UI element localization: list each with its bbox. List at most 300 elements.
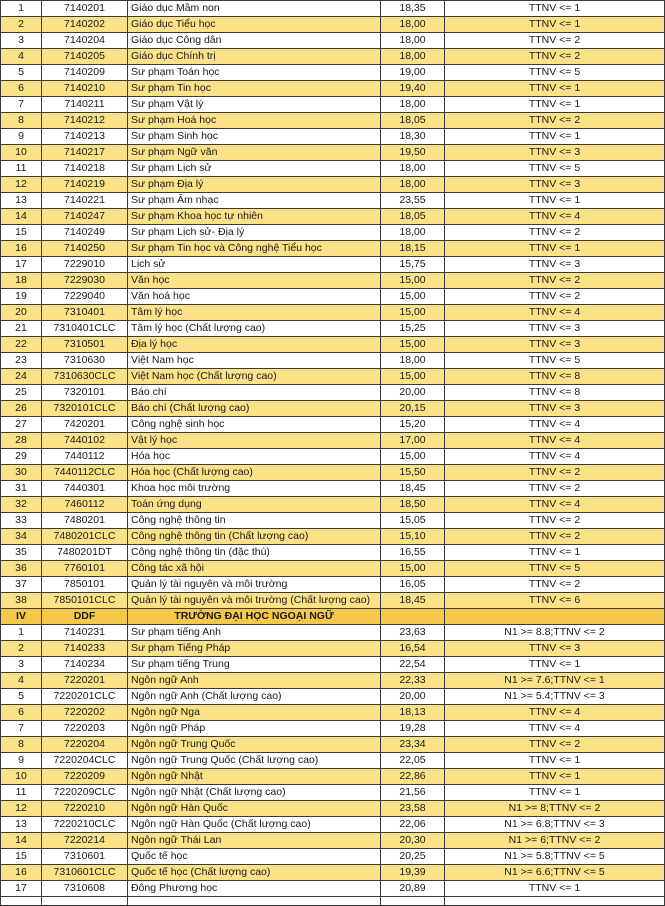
row-stt: 30 <box>1 465 42 481</box>
row-code: 7850101 <box>42 577 128 593</box>
row-major: Địa lý học <box>128 337 381 353</box>
row-condition: TTNV <= 5 <box>445 561 665 577</box>
row-stt: 7 <box>1 97 42 113</box>
row-major: Sư phạm Tin học <box>128 81 381 97</box>
row-condition: TTNV <= 4 <box>445 705 665 721</box>
row-score: 18,45 <box>381 481 445 497</box>
row-code: 7140233 <box>42 641 128 657</box>
row-score: 15,00 <box>381 289 445 305</box>
row-condition: TTNV <= 8 <box>445 369 665 385</box>
row-stt: 2 <box>1 17 42 33</box>
row-stt: 5 <box>1 689 42 705</box>
row-score: 20,30 <box>381 833 445 849</box>
row-major: Quản lý tài nguyên và môi trường <box>128 577 381 593</box>
row-score: 22,33 <box>381 673 445 689</box>
row-code: 7760101 <box>42 561 128 577</box>
row-condition: TTNV <= 6 <box>445 593 665 609</box>
row-condition: TTNV <= 1 <box>445 241 665 257</box>
row-code: 7220210 <box>42 801 128 817</box>
row-score: 15,75 <box>381 257 445 273</box>
row-stt: 2 <box>1 641 42 657</box>
row-code: 7440112CLC <box>42 465 128 481</box>
row-code: 7229030 <box>42 273 128 289</box>
row-score: 23,58 <box>381 801 445 817</box>
row-code: 7140201 <box>42 1 128 17</box>
row-stt: 1 <box>1 1 42 17</box>
row-major: Công nghệ thông tin <box>128 513 381 529</box>
row-condition: N1 >= 6;TTNV <= 2 <box>445 833 665 849</box>
row-score: 18,50 <box>381 497 445 513</box>
row-major: Sư phạm Khoa học tự nhiên <box>128 209 381 225</box>
row-condition: TTNV <= 1 <box>445 17 665 33</box>
row-major: Ngôn ngữ Nhật <box>128 769 381 785</box>
row-condition: TTNV <= 4 <box>445 417 665 433</box>
row-code: 7140205 <box>42 49 128 65</box>
row-code: 7140221 <box>42 193 128 209</box>
row-stt: 16 <box>1 241 42 257</box>
table-row <box>1 49 665 65</box>
row-major: Ngôn ngữ Trung Quốc <box>128 737 381 753</box>
row-condition: TTNV <= 1 <box>445 657 665 673</box>
row-code: 7140249 <box>42 225 128 241</box>
table-row <box>1 1 665 17</box>
section-header-row <box>1 609 665 625</box>
row-stt: 4 <box>1 673 42 689</box>
row-major: Văn học <box>128 273 381 289</box>
row-score: 16,55 <box>381 545 445 561</box>
row-condition: TTNV <= 1 <box>445 545 665 561</box>
row-code: 7850101CLC <box>42 593 128 609</box>
row-score: 22,06 <box>381 817 445 833</box>
row-score: 19,28 <box>381 721 445 737</box>
row-condition: TTNV <= 3 <box>445 257 665 273</box>
row-condition: TTNV <= 2 <box>445 33 665 49</box>
row-code: 7140204 <box>42 33 128 49</box>
table-row <box>1 769 665 785</box>
row-condition: TTNV <= 5 <box>445 65 665 81</box>
row-code: 7140218 <box>42 161 128 177</box>
table-row <box>1 161 665 177</box>
row-condition: TTNV <= 1 <box>445 81 665 97</box>
row-code: 7320101 <box>42 385 128 401</box>
table-row <box>1 353 665 369</box>
row-major: Sư phạm Hoá học <box>128 113 381 129</box>
row-code: 7220201 <box>42 673 128 689</box>
table-row <box>1 33 665 49</box>
row-condition: TTNV <= 1 <box>445 881 665 897</box>
row-condition: TTNV <= 2 <box>445 737 665 753</box>
table-row <box>1 881 665 897</box>
row-stt: 19 <box>1 289 42 305</box>
row-condition: N1 >= 8.8;TTNV <= 2 <box>445 625 665 641</box>
row-code: 7320101CLC <box>42 401 128 417</box>
row-stt: 27 <box>1 417 42 433</box>
table-row <box>1 801 665 817</box>
row-score: 15,00 <box>381 561 445 577</box>
row-major: Sư phạm Tin học và Công nghệ Tiểu học <box>128 241 381 257</box>
row-score: 15,00 <box>381 305 445 321</box>
row-code: 7220210CLC <box>42 817 128 833</box>
row-major: Sư phạm Lịch sử- Địa lý <box>128 225 381 241</box>
row-stt: 1 <box>1 625 42 641</box>
row-code: 7440112 <box>42 449 128 465</box>
row-code: 7140202 <box>42 17 128 33</box>
row-code: 7420201 <box>42 417 128 433</box>
row-score: 18,00 <box>381 49 445 65</box>
table-row <box>1 625 665 641</box>
row-score: 18,35 <box>381 1 445 17</box>
row-major: Sư phạm Âm nhạc <box>128 193 381 209</box>
row-major: Tâm lý học (Chất lượng cao) <box>128 321 381 337</box>
row-score: 20,25 <box>381 849 445 865</box>
row-stt: 12 <box>1 801 42 817</box>
row-major: Ngôn ngữ Trung Quốc (Chất lượng cao) <box>128 753 381 769</box>
row-stt: 4 <box>1 49 42 65</box>
row-major: Sư phạm Lịch sử <box>128 161 381 177</box>
row-code: 7140211 <box>42 97 128 113</box>
row-condition: TTNV <= 5 <box>445 161 665 177</box>
row-stt: 7 <box>1 721 42 737</box>
row-stt: 34 <box>1 529 42 545</box>
row-code: 7140219 <box>42 177 128 193</box>
row-stt: 18 <box>1 273 42 289</box>
cut-off-row <box>1 897 665 906</box>
row-stt: 36 <box>1 561 42 577</box>
row-score: 15,20 <box>381 417 445 433</box>
row-stt: 8 <box>1 737 42 753</box>
row-score: 22,54 <box>381 657 445 673</box>
row-stt: 32 <box>1 497 42 513</box>
row-major: Lịch sử <box>128 257 381 273</box>
row-major: Sư phạm Ngữ văn <box>128 145 381 161</box>
row-major: Ngôn ngữ Anh (Chất lượng cao) <box>128 689 381 705</box>
row-major: Việt Nam học <box>128 353 381 369</box>
row-condition: TTNV <= 3 <box>445 145 665 161</box>
row-score: 18,00 <box>381 353 445 369</box>
row-major: Ngôn ngữ Nga <box>128 705 381 721</box>
row-major: Giáo dục Chính trị <box>128 49 381 65</box>
row-score: 18,00 <box>381 17 445 33</box>
row-stt: 8 <box>1 113 42 129</box>
row-major: Việt Nam học (Chất lượng cao) <box>128 369 381 385</box>
table-row <box>1 833 665 849</box>
row-major: Sư phạm Sinh học <box>128 129 381 145</box>
row-code: 7310630CLC <box>42 369 128 385</box>
table-row <box>1 657 665 673</box>
row-major: Quốc tế học (Chất lượng cao) <box>128 865 381 881</box>
row-major: Sư phạm Địa lý <box>128 177 381 193</box>
row-major: Quốc tế học <box>128 849 381 865</box>
row-major: Giáo dục Công dân <box>128 33 381 49</box>
row-condition: TTNV <= 4 <box>445 433 665 449</box>
row-stt: 22 <box>1 337 42 353</box>
row-score: 19,39 <box>381 865 445 881</box>
row-code: 7310608 <box>42 881 128 897</box>
row-score: 18,00 <box>381 161 445 177</box>
row-score: 18,15 <box>381 241 445 257</box>
row-condition: TTNV <= 2 <box>445 529 665 545</box>
row-code: 7140210 <box>42 81 128 97</box>
row-stt: 13 <box>1 817 42 833</box>
table-row <box>1 225 665 241</box>
row-score: 18,00 <box>381 97 445 113</box>
row-major: Đông Phương học <box>128 881 381 897</box>
row-stt: 37 <box>1 577 42 593</box>
table-row <box>1 81 665 97</box>
row-score: 18,05 <box>381 113 445 129</box>
row-score: 20,00 <box>381 385 445 401</box>
row-stt: 3 <box>1 657 42 673</box>
row-condition: TTNV <= 3 <box>445 337 665 353</box>
row-major: Quản lý tài nguyên và môi trường (Chất lượng cao) <box>128 593 381 609</box>
row-stt: 10 <box>1 145 42 161</box>
table-row <box>1 177 665 193</box>
row-condition: TTNV <= 2 <box>445 113 665 129</box>
row-stt: 15 <box>1 849 42 865</box>
row-condition: TTNV <= 1 <box>445 753 665 769</box>
row-code: 7440102 <box>42 433 128 449</box>
row-code: 7310501 <box>42 337 128 353</box>
row-condition: TTNV <= 1 <box>445 129 665 145</box>
section-title: TRƯỜNG ĐẠI HỌC NGOẠI NGỮ <box>128 609 381 625</box>
row-condition: TTNV <= 4 <box>445 721 665 737</box>
row-code: 7310401 <box>42 305 128 321</box>
row-major: Vật lý học <box>128 433 381 449</box>
row-stt: 17 <box>1 257 42 273</box>
row-score: 20,15 <box>381 401 445 417</box>
table-row <box>1 817 665 833</box>
table-row <box>1 65 665 81</box>
table-row <box>1 529 665 545</box>
row-code: 7140209 <box>42 65 128 81</box>
table-row <box>1 273 665 289</box>
row-major: Công nghệ thông tin (Chất lượng cao) <box>128 529 381 545</box>
row-condition: N1 >= 6.8;TTNV <= 3 <box>445 817 665 833</box>
row-major: Sư phạm Vật lý <box>128 97 381 113</box>
row-stt: 12 <box>1 177 42 193</box>
row-major: Văn hoá học <box>128 289 381 305</box>
row-condition: TTNV <= 3 <box>445 641 665 657</box>
row-condition: N1 >= 8;TTNV <= 2 <box>445 801 665 817</box>
row-condition: TTNV <= 3 <box>445 321 665 337</box>
row-code: 7310401CLC <box>42 321 128 337</box>
row-stt: 14 <box>1 209 42 225</box>
row-score: 16,05 <box>381 577 445 593</box>
row-stt: 17 <box>1 881 42 897</box>
row-condition: TTNV <= 1 <box>445 193 665 209</box>
row-code: 7220203 <box>42 721 128 737</box>
row-condition: TTNV <= 2 <box>445 225 665 241</box>
row-score: 15,10 <box>381 529 445 545</box>
row-stt: 38 <box>1 593 42 609</box>
table-row <box>1 369 665 385</box>
table-row <box>1 193 665 209</box>
table-row <box>1 577 665 593</box>
row-code: 7310601CLC <box>42 865 128 881</box>
table-row <box>1 305 665 321</box>
table-row <box>1 321 665 337</box>
row-code: 7220204 <box>42 737 128 753</box>
row-condition: TTNV <= 4 <box>445 449 665 465</box>
row-score: 18,00 <box>381 225 445 241</box>
row-code: 7220202 <box>42 705 128 721</box>
section-code: DDF <box>42 609 128 625</box>
table-row <box>1 337 665 353</box>
table-row <box>1 865 665 881</box>
row-score: 23,63 <box>381 625 445 641</box>
row-score: 18,05 <box>381 209 445 225</box>
row-score: 15,25 <box>381 321 445 337</box>
row-code: 7229040 <box>42 289 128 305</box>
row-score: 15,00 <box>381 273 445 289</box>
row-code: 7310601 <box>42 849 128 865</box>
row-score: 21,56 <box>381 785 445 801</box>
row-code: 7140250 <box>42 241 128 257</box>
row-condition: N1 >= 5.8;TTNV <= 5 <box>445 849 665 865</box>
row-score: 20,00 <box>381 689 445 705</box>
row-stt: 6 <box>1 705 42 721</box>
row-code: 7460112 <box>42 497 128 513</box>
row-condition: TTNV <= 1 <box>445 785 665 801</box>
row-condition: N1 >= 5.4;TTNV <= 3 <box>445 689 665 705</box>
table-row <box>1 737 665 753</box>
row-score: 17,00 <box>381 433 445 449</box>
row-code: 7220214 <box>42 833 128 849</box>
table-row <box>1 513 665 529</box>
row-code: 7140234 <box>42 657 128 673</box>
row-code: 7140212 <box>42 113 128 129</box>
row-major: Hóa học <box>128 449 381 465</box>
table-row <box>1 433 665 449</box>
row-score: 19,00 <box>381 65 445 81</box>
row-stt: 15 <box>1 225 42 241</box>
table-row <box>1 401 665 417</box>
row-code: 7480201CLC <box>42 529 128 545</box>
row-stt: 11 <box>1 785 42 801</box>
row-stt: 25 <box>1 385 42 401</box>
row-score: 15,00 <box>381 369 445 385</box>
row-condition: N1 >= 6.6;TTNV <= 5 <box>445 865 665 881</box>
row-major: Giáo dục Mầm non <box>128 1 381 17</box>
table-row <box>1 257 665 273</box>
section-stt: IV <box>1 609 42 625</box>
row-stt: 33 <box>1 513 42 529</box>
row-score: 23,34 <box>381 737 445 753</box>
row-score: 15,00 <box>381 337 445 353</box>
row-stt: 5 <box>1 65 42 81</box>
row-code: 7480201 <box>42 513 128 529</box>
row-condition: TTNV <= 2 <box>445 289 665 305</box>
row-code: 7220209CLC <box>42 785 128 801</box>
row-score: 16,54 <box>381 641 445 657</box>
row-code: 7140217 <box>42 145 128 161</box>
row-condition: TTNV <= 8 <box>445 385 665 401</box>
table-row <box>1 721 665 737</box>
row-major: Tâm lý học <box>128 305 381 321</box>
row-stt: 35 <box>1 545 42 561</box>
row-condition: TTNV <= 2 <box>445 273 665 289</box>
table-row <box>1 17 665 33</box>
table-row <box>1 465 665 481</box>
row-major: Công nghệ thông tin (đặc thù) <box>128 545 381 561</box>
row-score: 18,13 <box>381 705 445 721</box>
row-major: Toán ứng dụng <box>128 497 381 513</box>
row-condition: TTNV <= 1 <box>445 1 665 17</box>
row-major: Giáo dục Tiểu học <box>128 17 381 33</box>
row-major: Công tác xã hội <box>128 561 381 577</box>
row-stt: 11 <box>1 161 42 177</box>
row-score: 15,00 <box>381 449 445 465</box>
row-major: Hóa học (Chất lượng cao) <box>128 465 381 481</box>
row-stt: 10 <box>1 769 42 785</box>
row-code: 7140247 <box>42 209 128 225</box>
row-code: 7480201DT <box>42 545 128 561</box>
table-row <box>1 689 665 705</box>
row-stt: 29 <box>1 449 42 465</box>
row-major: Sư phạm tiếng Anh <box>128 625 381 641</box>
table-row <box>1 545 665 561</box>
row-score: 19,50 <box>381 145 445 161</box>
row-score: 22,86 <box>381 769 445 785</box>
section-score-empty <box>381 609 445 625</box>
row-stt: 16 <box>1 865 42 881</box>
row-condition: TTNV <= 2 <box>445 49 665 65</box>
row-condition: TTNV <= 2 <box>445 465 665 481</box>
row-score: 18,45 <box>381 593 445 609</box>
table-row <box>1 417 665 433</box>
row-stt: 31 <box>1 481 42 497</box>
row-score: 15,50 <box>381 465 445 481</box>
row-code: 7140231 <box>42 625 128 641</box>
table-row <box>1 753 665 769</box>
table-row <box>1 145 665 161</box>
row-code: 7220204CLC <box>42 753 128 769</box>
table-row <box>1 209 665 225</box>
row-major: Sư phạm tiếng Trung <box>128 657 381 673</box>
row-major: Sư phạm Tiếng Pháp <box>128 641 381 657</box>
table-row <box>1 705 665 721</box>
row-condition: TTNV <= 2 <box>445 513 665 529</box>
table-row <box>1 289 665 305</box>
row-major: Ngôn ngữ Anh <box>128 673 381 689</box>
row-score: 23,55 <box>381 193 445 209</box>
table-row <box>1 241 665 257</box>
row-major: Ngôn ngữ Hàn Quốc (Chất lượng cao) <box>128 817 381 833</box>
table-row <box>1 481 665 497</box>
row-major: Ngôn ngữ Pháp <box>128 721 381 737</box>
table-row <box>1 113 665 129</box>
row-condition: N1 >= 7.6;TTNV <= 1 <box>445 673 665 689</box>
row-condition: TTNV <= 3 <box>445 401 665 417</box>
row-stt: 9 <box>1 753 42 769</box>
row-score: 18,00 <box>381 177 445 193</box>
row-condition: TTNV <= 5 <box>445 353 665 369</box>
row-score: 22,05 <box>381 753 445 769</box>
row-code: 7220209 <box>42 769 128 785</box>
row-code: 7220201CLC <box>42 689 128 705</box>
row-condition: TTNV <= 1 <box>445 769 665 785</box>
row-score: 18,30 <box>381 129 445 145</box>
table-row <box>1 449 665 465</box>
row-score: 15,05 <box>381 513 445 529</box>
table-row <box>1 497 665 513</box>
row-condition: TTNV <= 4 <box>445 305 665 321</box>
row-major: Báo chí <box>128 385 381 401</box>
row-stt: 28 <box>1 433 42 449</box>
row-major: Sư phạm Toán học <box>128 65 381 81</box>
table-row <box>1 641 665 657</box>
table-row <box>1 97 665 113</box>
